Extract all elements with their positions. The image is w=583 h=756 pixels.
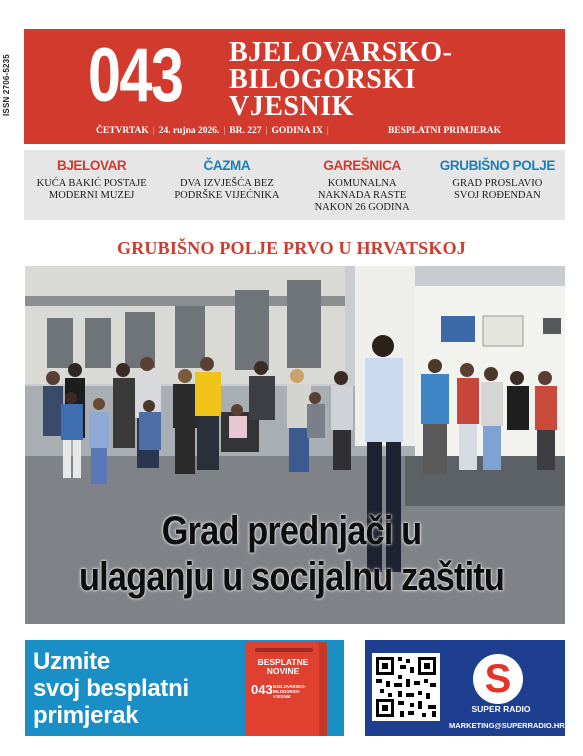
issue-year: GODINA IX xyxy=(271,126,323,136)
masthead-number: 043 xyxy=(88,33,183,118)
box-label: BESPLATNE NOVINE xyxy=(257,657,309,676)
radio-logo-letter: S xyxy=(484,657,512,701)
promo-line: primjerak xyxy=(33,702,139,729)
masthead-title xyxy=(229,39,559,120)
town-teaser-garesnica[interactable] xyxy=(295,150,430,220)
promo-line: svoj besplatni xyxy=(33,675,189,702)
radio-email-link[interactable]: MARKETING@SUPERRADIO.HR xyxy=(449,721,565,730)
masthead-title-line: VJESNIK xyxy=(229,91,354,122)
issue-meta: ČETVRTAK | 24. rujna 2026. | BR. 227 | GODINA IX | xyxy=(96,126,329,136)
free-copy-promo[interactable] xyxy=(25,640,344,736)
town-teaser-text: KUĆA BAKIĆ POSTAJE MODERNI MUZEJ xyxy=(36,178,147,201)
town-teaser-cazma[interactable] xyxy=(159,150,294,220)
masthead-title-line: BJELOVARSKO- xyxy=(229,37,453,68)
super-radio-ad[interactable] xyxy=(365,640,565,736)
issue-number: BR. 227 xyxy=(229,126,262,136)
lead-kicker: GRUBIŠNO POLJE PRVO U HRVATSKOJ xyxy=(117,238,466,258)
town-name: BJELOVAR xyxy=(56,158,127,173)
town-teaser-bjelovar[interactable] xyxy=(24,150,159,220)
issn-label: ISSN 2706-5235 xyxy=(2,54,11,116)
box-name: BJELOVARSKO-BILOGORSKI VJESNIK xyxy=(273,684,306,699)
masthead-title-line: BILOGORSKI xyxy=(229,64,417,95)
free-copy-label: BESPLATNI PRIMJERAK xyxy=(387,126,501,136)
promo-text xyxy=(33,648,189,729)
headline-line: ulaganju u socijalnu zaštitu xyxy=(78,555,505,599)
town-teaser-text: KOMUNALNA NAKNADA RASTE NAKON 26 GODINA xyxy=(314,178,410,213)
town-teaser-text: GRAD PROSLAVIO SVOJ ROĐENDAN xyxy=(452,178,543,201)
headline-line: Grad prednjači u xyxy=(161,509,422,553)
promo-line: Uzmite xyxy=(33,648,110,675)
box-slot xyxy=(255,648,313,652)
town-teaser-text: DVA IZVJEŠĆA BEZ PODRŠKE VIJEĆNIKA xyxy=(174,178,280,201)
issue-date: 24. rujna 2026. xyxy=(158,126,220,136)
qr-code-icon[interactable] xyxy=(372,653,440,721)
issue-day: ČETVRTAK xyxy=(96,126,149,136)
town-name: GAREŠNICA xyxy=(323,158,401,173)
radio-name: SUPER RADIO xyxy=(471,704,531,714)
super-radio-logo-icon xyxy=(473,654,523,704)
lead-headline[interactable] xyxy=(0,508,583,600)
newspaper-box-image xyxy=(245,642,327,736)
town-teaser-grubisno-polje[interactable] xyxy=(430,150,565,220)
town-name: GRUBIŠNO POLJE xyxy=(439,158,555,173)
town-name: ČAZMA xyxy=(203,158,251,173)
masthead xyxy=(24,29,565,144)
box-number: 043 xyxy=(251,682,273,697)
town-teasers xyxy=(24,150,565,220)
